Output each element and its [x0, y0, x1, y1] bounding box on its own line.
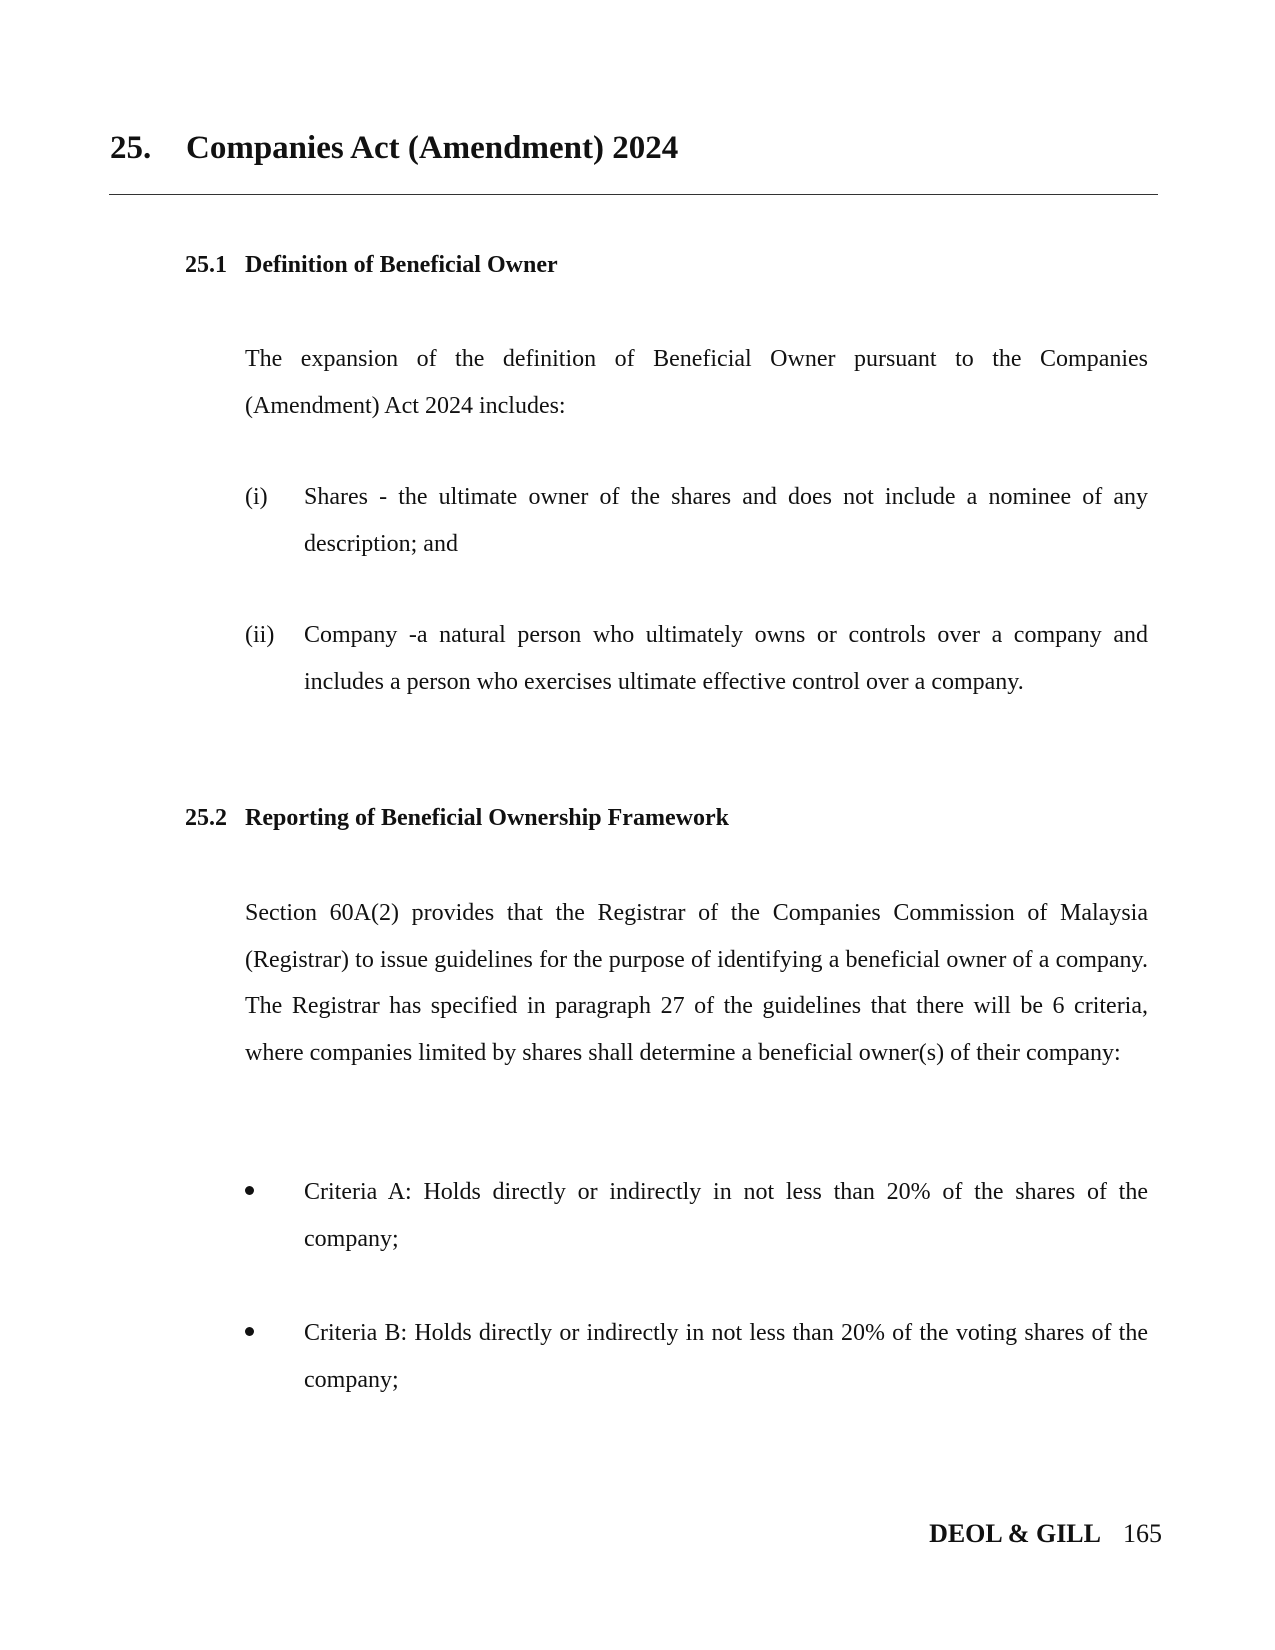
section-2-intro-paragraph: Section 60A(2) provides that the Registrar of the Companies Commission of Malaysia (Registrar) to issue guidelines for the purpose of identifying a beneficial owner of a company. The Registrar has specified in paragraph 27 of the guidelines that there will be 6 criteria, where companies limited by shares shall determine a beneficial owner(s) of their company: [245, 900, 1148, 1066]
footer-brand: DEOL & GILL [929, 1519, 1101, 1548]
list-item-marker: (ii) [245, 622, 275, 648]
section-number: 25.1 [185, 252, 227, 278]
list-item-ii [245, 612, 1148, 705]
section-title: Reporting of Beneficial Ownership Framework [245, 805, 729, 831]
section-heading-25-2 [185, 803, 729, 833]
list-item-text: Shares - the ultimate owner of the shares and does not include a nominee of any description; and [304, 484, 1148, 557]
bullet-item-text: Criteria B: Holds directly or indirectly in not less than 20% of the voting shares of the company; [304, 1320, 1148, 1393]
heading-divider [109, 194, 1158, 195]
section-title: Definition of Beneficial Owner [245, 252, 558, 278]
bullet-icon [245, 1186, 254, 1195]
section-number: 25.2 [185, 805, 227, 831]
bullet-item-criteria-a [245, 1169, 1148, 1262]
bullet-icon [245, 1327, 254, 1336]
bullet-item-text: Criteria A: Holds directly or indirectly in not less than 20% of the shares of the company; [304, 1179, 1148, 1252]
list-item-text: Company -a natural person who ultimately owns or controls over a company and includes a person who exercises ultimate effective control over a company. [304, 622, 1148, 695]
chapter-number: 25. [110, 130, 152, 166]
section-heading-25-1 [185, 250, 558, 280]
section-1-intro-paragraph: The expansion of the definition of Beneficial Owner pursuant to the Companies (Amendment) Act 2024 includes: [245, 346, 1148, 419]
bullet-item-criteria-b [245, 1310, 1148, 1403]
chapter-heading [110, 128, 1160, 168]
list-item-i [245, 474, 1148, 567]
list-item-marker: (i) [245, 484, 268, 510]
page-footer [700, 1518, 1162, 1550]
chapter-title: Companies Act (Amendment) 2024 [186, 130, 679, 166]
page-number: 165 [1123, 1519, 1162, 1548]
